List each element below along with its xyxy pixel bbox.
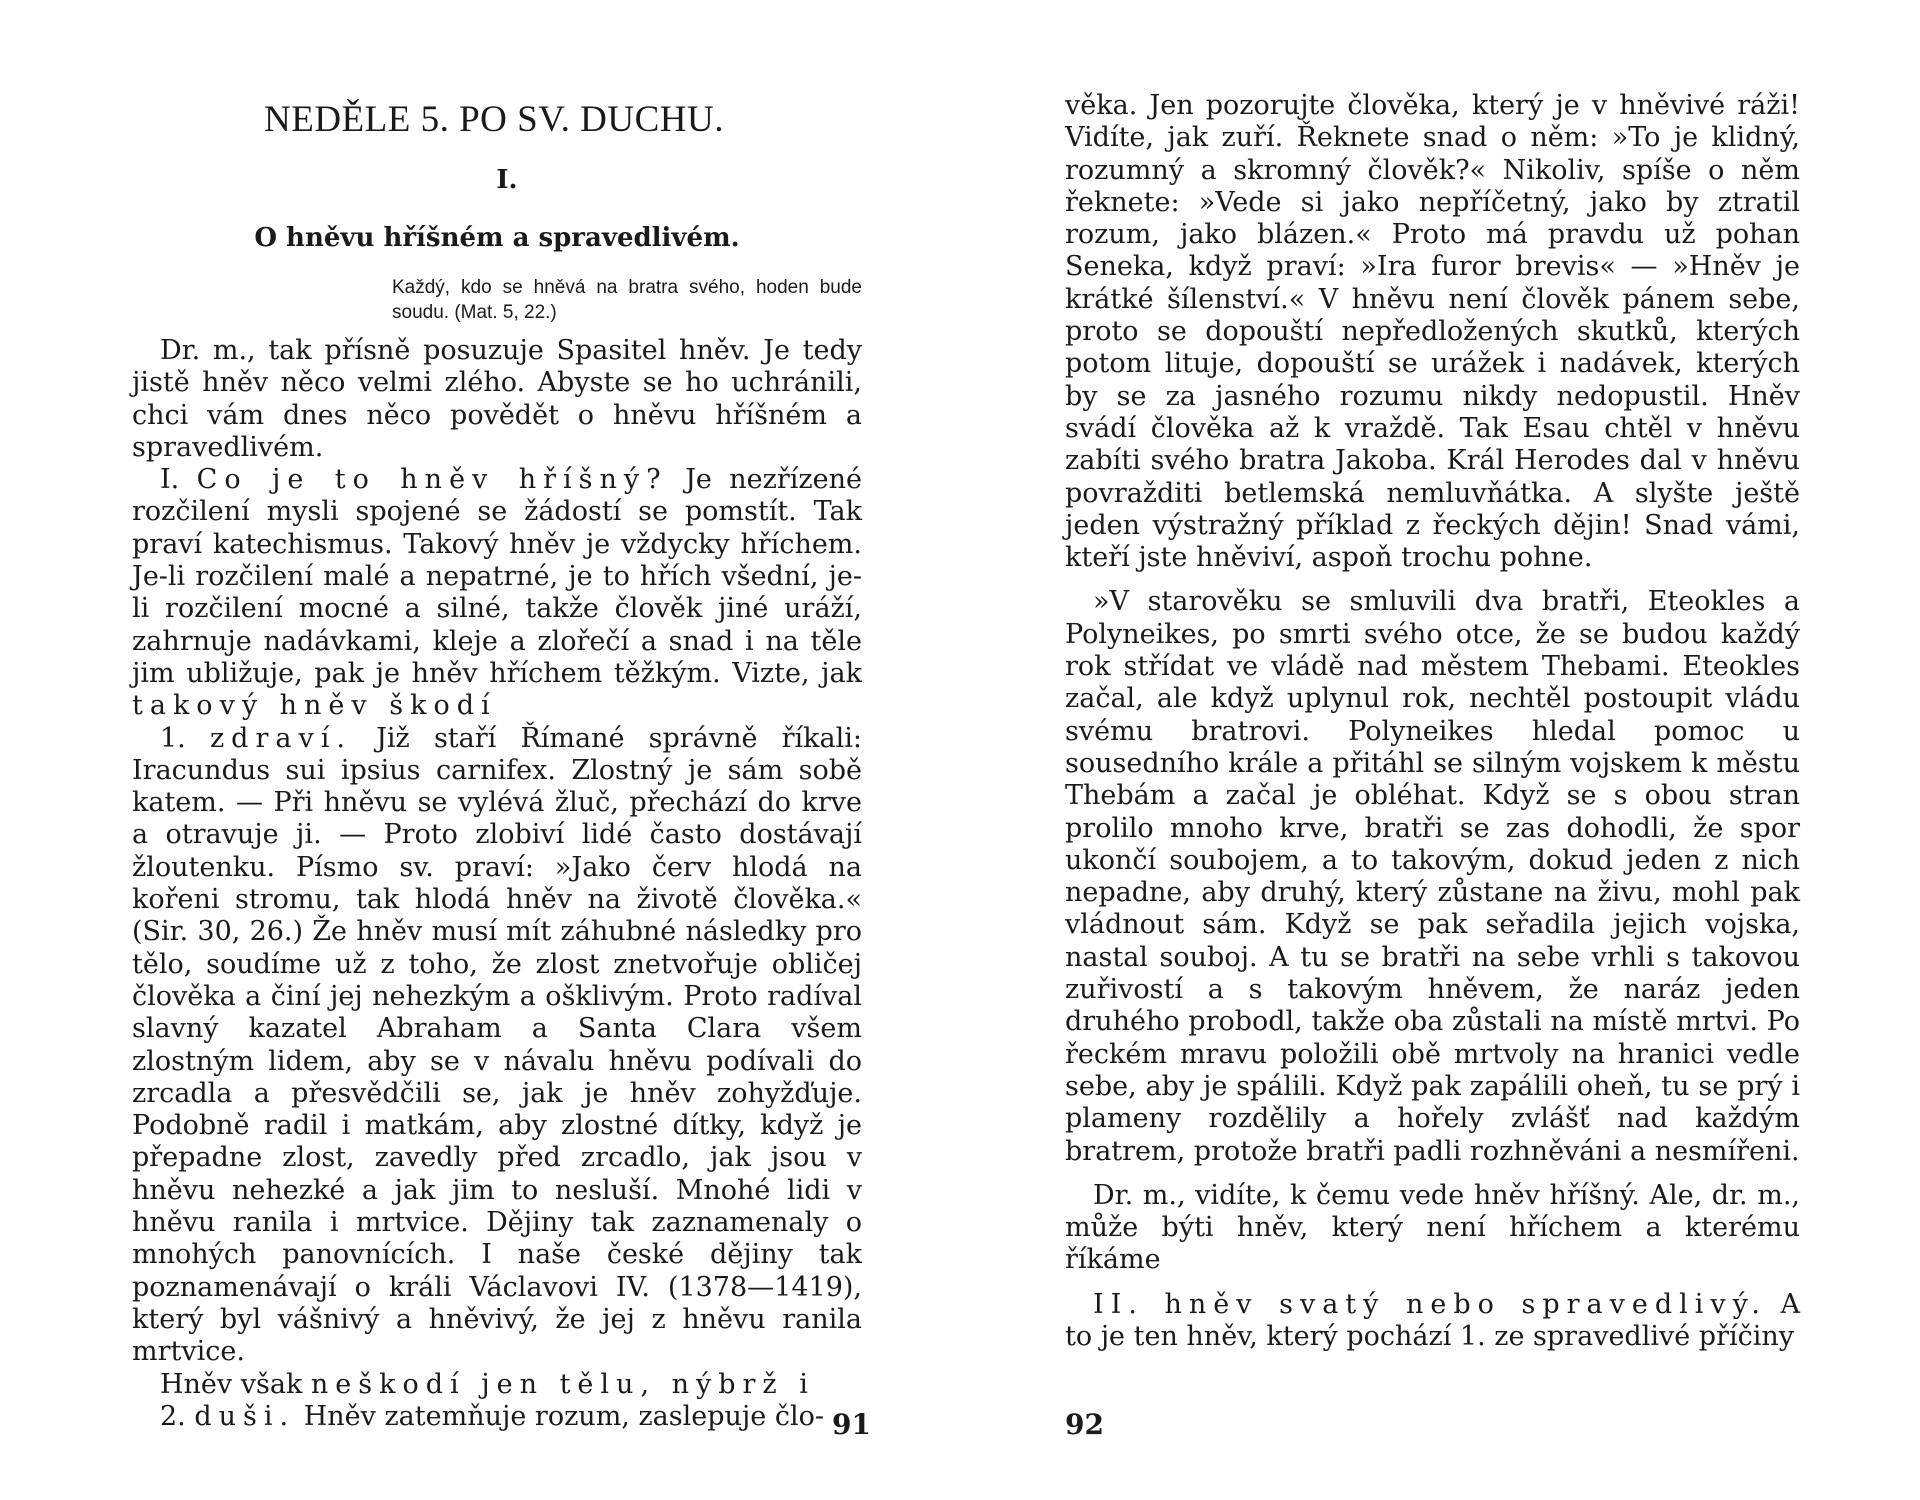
- left-column: [132, 90, 862, 1433]
- paragraph-text: »V starověku se smluvili dva bratři, Eteokles a Polyneikes, po smrti svého otce, že se budou každý rok střídat ve vládě nad městem Thebami. Eteokles začal, ale když uplynul rok, nechtěl postoupit vládu svému bratrovi. Polyneikes hledal pomoc u sousedního krále a přitáhl se silným vojskem k městu Thebám a začal je obléhat. Když se s obou stran prolilo mnoho krve, bratři se zas dohodli, že spor ukončí soubojem, a to takovým, dokud jeden z nich nepadne, aby druhý, který zůstane na živu, mohl pak vládnout sám. Když se pak seřadila jejich vojska, nastal souboj. A tu se bratři na sebe vrhli s takovou zuřivostí a s takovým hněvem, že naráz jeden druhého probodl, takže oba zůstali na místě mrtvi. Po řeckém mravu položili obě mrtvoly na hranici vedle sebe, aby je spálili. Když pak zapálili oheň, tu se prý i plameny rozdělily a hořely zvlášť nad každým bratrem, protože bratři padli rozhněváni a nesmířeni.: [1065, 586, 1800, 1167]
- spaced-heading: Co je to hněv hříšný?: [196, 464, 668, 496]
- spaced-heading: neškodí jen tělu, nýbrž i: [310, 1368, 815, 1400]
- paragraph-text: Již staří Římané správně říkali: Iracundus sui ipsius carnifex. Zlostný je sám sobě katem. — Při hněvu se vylévá žluč, přechází do krve a otravuje ji. — Proto zlobiví lidé často dostávají žloutenku. Písmo sv. praví: »Jako červ hlodá na kořeni stromu, tak hlodá hněv na životě člověka.« (Sir. 30, 26.) Že hněv musí mít záhubné následky pro tělo, soudíme už z toho, že zlost znetvořuje obličej člověka a činí jej nehezkým a ošklivým. Proto radíval slavný kazatel Abraham a Santa Clara všem zlostným lidem, aby se v návalu hněvu podívali do zrcadla a přesvědčili se, jak je hněv zohyžďuje. Podobně radil i matkám, aby zlostné dítky, když je přepadne zlost, zavedly před zrcadlo, jak jsou v hněvu nehezké a jak jim to nesluší. Mnohé lidi v hněvu ranila i mrtvice. Dějiny tak zaznamenaly o mnohých panovnících. I naše české dějiny tak poznamenávají o králi Václavovi IV. (1378—1419), který byl vášnivý a hněvivý, že jej z hněvu ranila mrtvice.: [132, 722, 862, 1368]
- spaced-heading: takový hněv škodí: [132, 690, 497, 722]
- paragraph-lead: I.: [160, 464, 180, 496]
- section-number: I.: [496, 165, 518, 195]
- sermon-title: O hněvu hříšném a spravedlivém.: [254, 223, 740, 253]
- paragraph-text: Dr. m., vidíte, k čemu vede hněv hříšný. Ale, dr. m., může býti hněv, který není hříchem a kterému říkáme: [1065, 1179, 1800, 1276]
- paragraph: [132, 723, 862, 1369]
- paragraph: [132, 1369, 862, 1401]
- paragraph: [1065, 586, 1800, 1167]
- paragraph-text: Hněv zatemňuje rozum, zaslepuje člo-: [303, 1400, 824, 1432]
- paragraph: [1065, 1180, 1800, 1277]
- page-number: 92: [1065, 1408, 1104, 1441]
- page-header: NEDĚLE 5. PO SV. DUCHU.: [264, 99, 724, 140]
- paragraph-lead: 2.: [160, 1400, 186, 1432]
- paragraph: [1065, 1289, 1800, 1354]
- paragraph: [132, 1401, 862, 1433]
- spaced-heading: duši.: [194, 1400, 296, 1432]
- paragraph: [1065, 90, 1800, 574]
- paragraph-text: A to je ten hněv, který pochází 1. ze spravedlivé příčiny: [1065, 1288, 1800, 1352]
- paragraph: [132, 464, 862, 722]
- right-page: [960, 0, 1920, 1500]
- spaced-heading: zdraví.: [209, 722, 352, 754]
- scripture-motto: Každý, kdo se hněvá na bratra svého, hoden bude soudu. (Mat. 5, 22.): [392, 277, 862, 323]
- right-column: [1065, 90, 1800, 1353]
- paragraph: [132, 335, 862, 464]
- paragraph-lead: Hněv však: [160, 1368, 303, 1400]
- paragraph-text: Dr. m., tak přísně posuzuje Spasitel hněv. Je tedy jistě hněv něco velmi zlého. Abyste se ho uchránili, chci vám dnes něco povědět o hněvu hříšném a spravedlivém.: [132, 335, 862, 463]
- paragraph-text: Je nezřízené rozčilení mysli spojené se žádostí se pomstít. Tak praví katechismus. Takový hněv je vždycky hříchem. Je-li rozčilení malé a nepatrné, je to hřích všední, je-li rozčilení mocné a silné, takže člověk jiné uráží, zahrnuje nadávkami, kleje a zlořečí a snad i na těle jim ubližuje, pak je hněv hříchem těžkým. Vizte, jak: [132, 464, 862, 689]
- page-number: 91: [832, 1408, 871, 1441]
- spaced-heading: II. hněv svatý nebo spravedlivý.: [1093, 1288, 1767, 1320]
- left-body: [132, 335, 862, 1433]
- right-body: [1065, 90, 1800, 1353]
- paragraph-lead: 1.: [160, 722, 186, 754]
- paragraph-text: věka. Jen pozorujte člověka, který je v hněvivé ráži! Vidíte, jak zuří. Řeknete snad o něm: »To je klidný, rozumný a skromný člověk?« Nikoliv, spíše o něm řeknete: »Vede si jako nepříčetný, jako by ztratil rozum, jako blázen.« Proto má pravdu už pohan Seneka, když praví: »Ira furor brevis« — »Hněv je krátké šílenství.« V hněvu není člověk pánem sebe, proto se dopouští nepředložených skutků, kterých potom lituje, dopouští se urážek i nadávek, kterých by se za jasného rozumu nikdy nedopustil. Hněv svádí člověka až k vraždě. Tak Esau chtěl v hněvu zabíti svého bratra Jakoba. Král Herodes dal v hněvu povražditi betlemská nemluvňátka. A slyšte ještě jeden výstražný příklad z řeckých dějin! Snad vámi, kteří jste hněviví, aspoň trochu pohne.: [1065, 90, 1800, 574]
